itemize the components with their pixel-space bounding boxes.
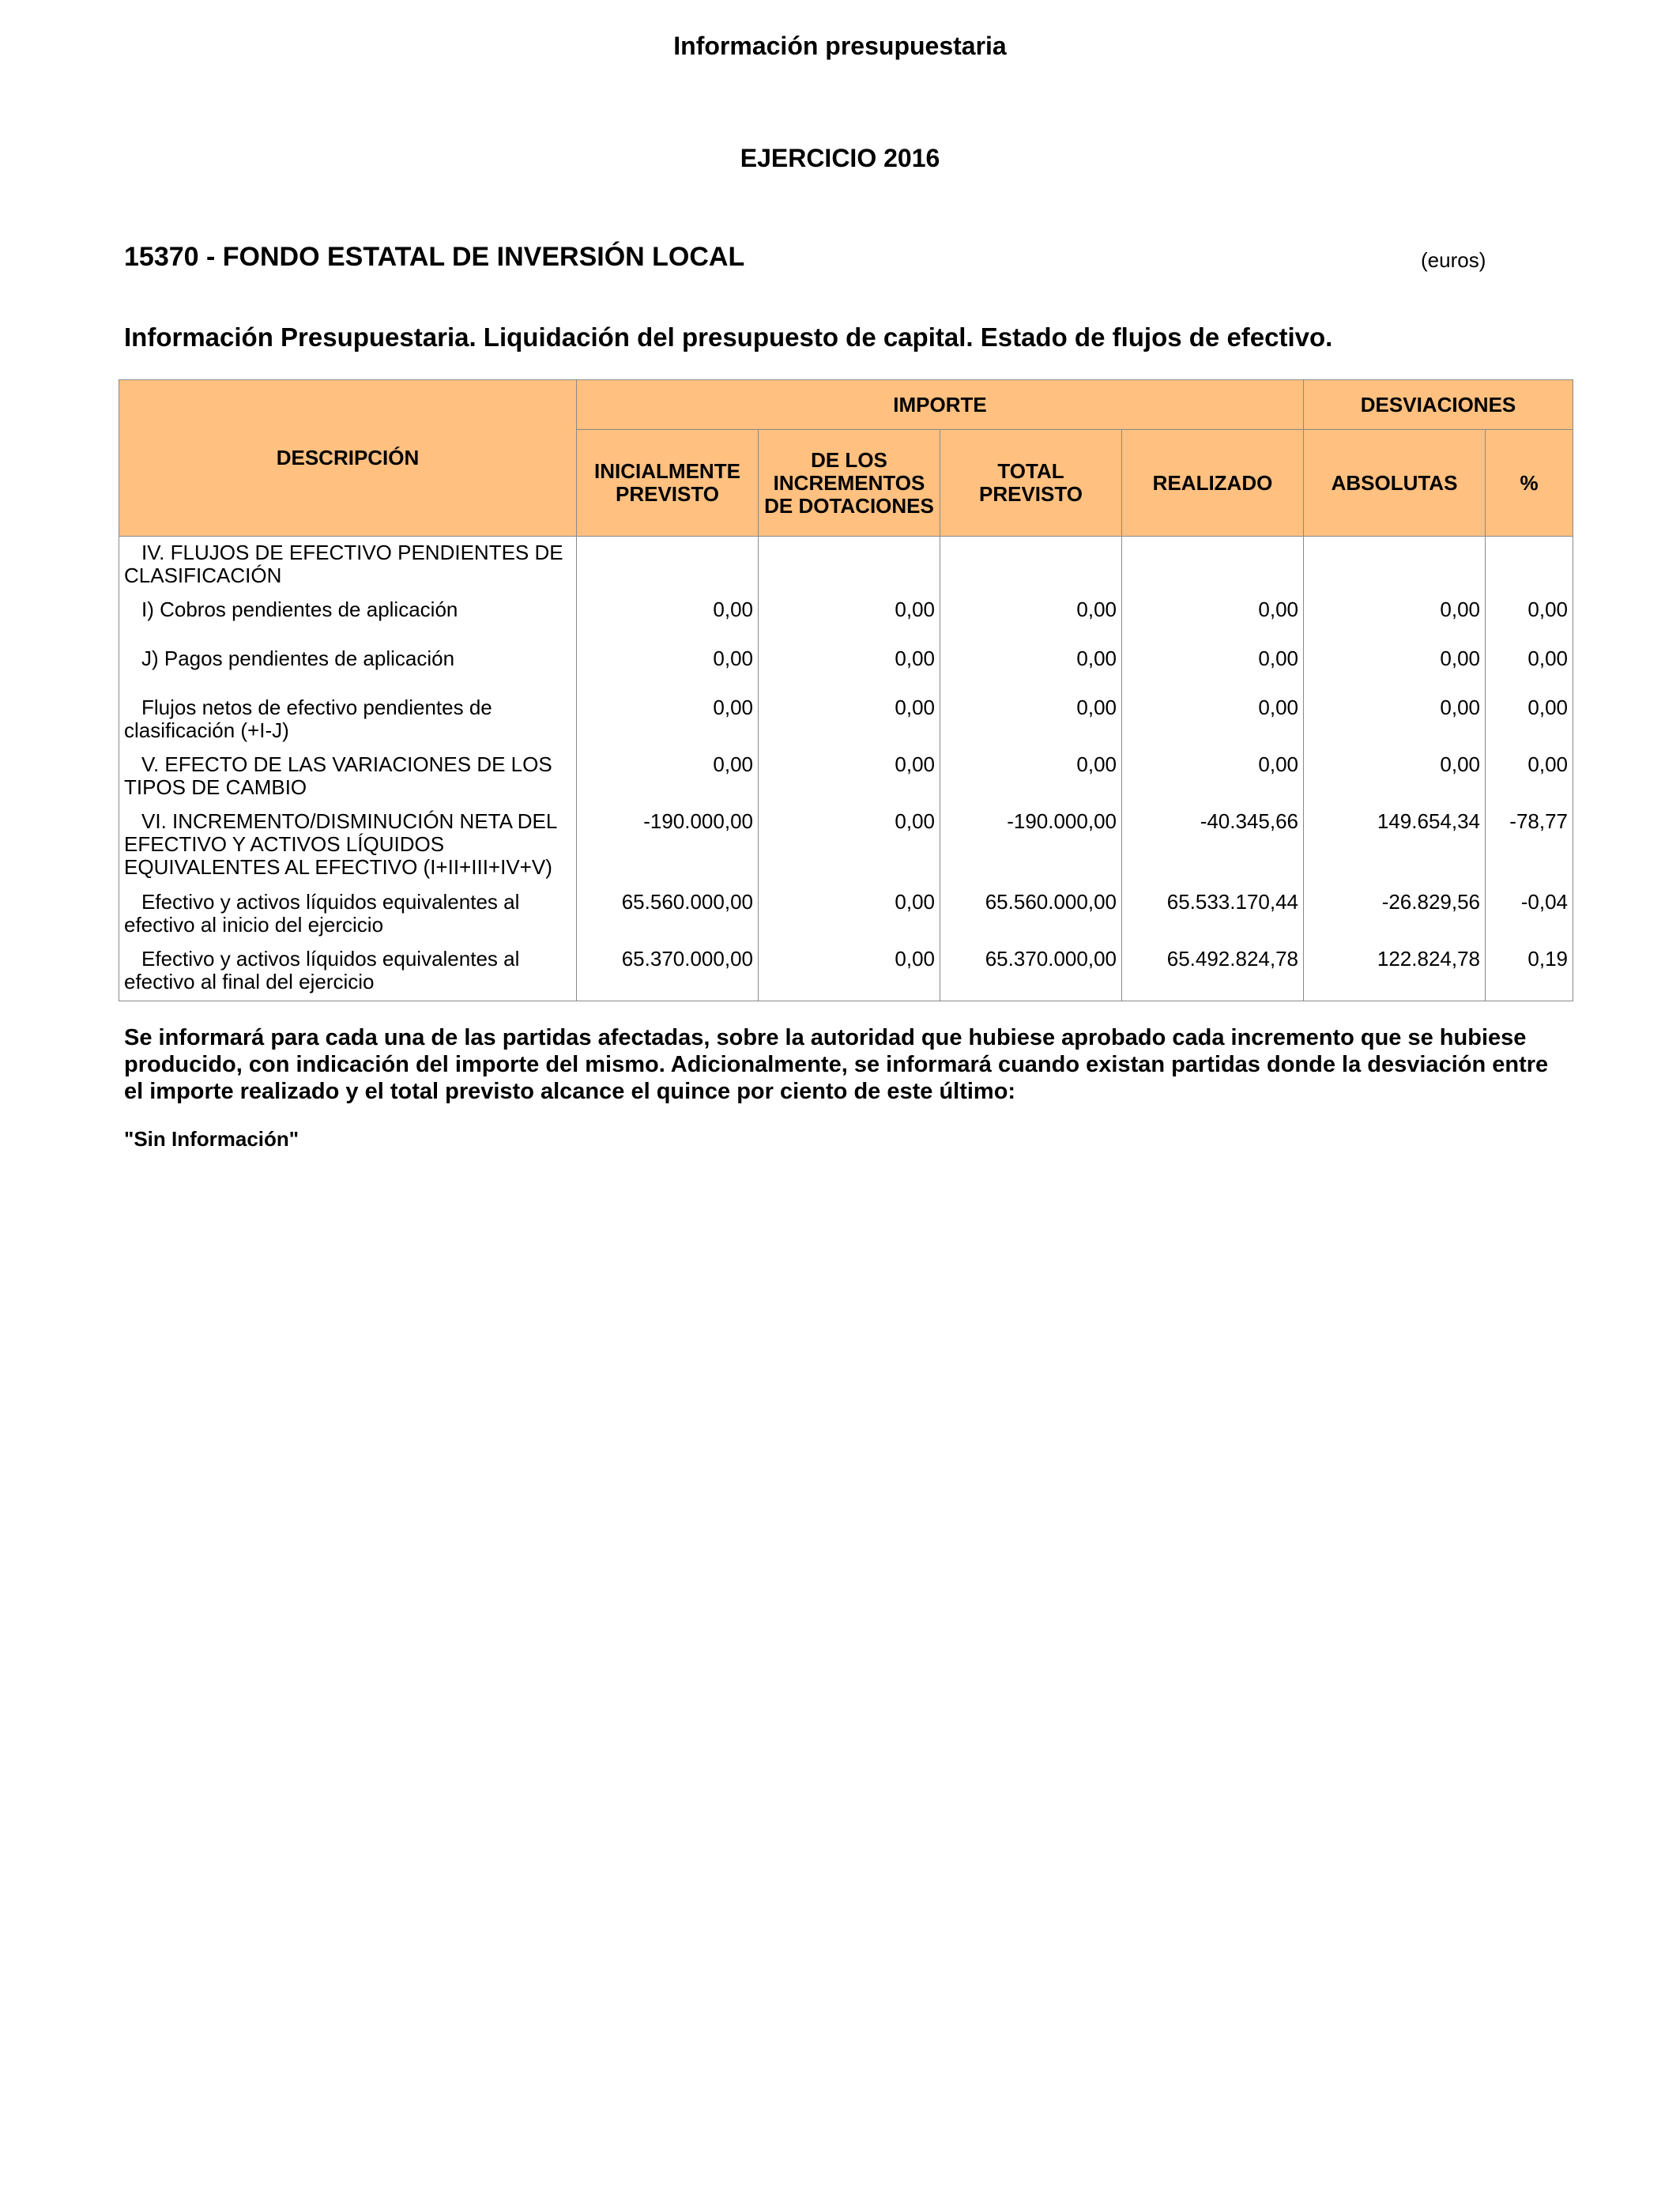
header-absolutas: ABSOLUTAS <box>1304 430 1486 537</box>
cell-incrementos: 0,00 <box>759 692 940 748</box>
cell-total-previsto: 0,00 <box>940 594 1122 643</box>
header-incrementos-dotaciones: DE LOS INCREMENTOS DE DOTACIONES <box>759 430 940 537</box>
cell-realizado <box>1122 537 1304 594</box>
cell-inicialmente-previsto: 0,00 <box>577 748 759 805</box>
header-desviaciones: DESVIACIONES <box>1304 380 1573 430</box>
cell-realizado: 0,00 <box>1122 643 1304 692</box>
cell-absolutas: -26.829,56 <box>1304 886 1486 943</box>
cell-incrementos: 0,00 <box>759 943 940 1001</box>
cell-total-previsto <box>940 537 1122 594</box>
table-row <box>119 943 1573 1001</box>
fiscal-year-heading: EJERCICIO 2016 <box>740 144 940 172</box>
cell-total-previsto: 0,00 <box>940 692 1122 748</box>
row-label: V. EFECTO DE LAS VARIACIONES DE LOS TIPOS DE CAMBIO <box>119 748 577 805</box>
cell-realizado: 0,00 <box>1122 692 1304 748</box>
table-row <box>119 692 1573 748</box>
section-title: Información Presupuestaria. Liquidación del presupuesto de capital. Estado de flujos de efectivo. <box>124 322 1333 352</box>
cell-absolutas: 0,00 <box>1304 643 1486 692</box>
cell-total-previsto: 0,00 <box>940 748 1122 805</box>
header-realizado: REALIZADO <box>1122 430 1304 537</box>
row-label: Flujos netos de efectivo pendientes de clasificación (+I-J) <box>119 692 577 748</box>
cell-inicialmente-previsto: 0,00 <box>577 643 759 692</box>
cell-incrementos: 0,00 <box>759 805 940 886</box>
table-row <box>119 805 1573 886</box>
table-row <box>119 748 1573 805</box>
table-row <box>119 594 1573 643</box>
currency-units: (euros) <box>1421 248 1486 272</box>
cell-incrementos: 0,00 <box>759 748 940 805</box>
row-label: I) Cobros pendientes de aplicación <box>119 594 577 643</box>
cell-total-previsto: 65.560.000,00 <box>940 886 1122 943</box>
header-total-previsto: TOTAL PREVISTO <box>940 430 1122 537</box>
cell-percent: -0,04 <box>1486 886 1573 943</box>
cell-incrementos <box>759 537 940 594</box>
header-descripcion: DESCRIPCIÓN <box>119 380 577 537</box>
cell-total-previsto: 0,00 <box>940 643 1122 692</box>
cell-total-previsto: 65.370.000,00 <box>940 943 1122 1001</box>
cell-percent: 0,00 <box>1486 594 1573 643</box>
no-information-text: "Sin Información" <box>124 1127 299 1151</box>
cell-percent <box>1486 537 1573 594</box>
row-label: VI. INCREMENTO/DISMINUCIÓN NETA DEL EFECTIVO Y ACTIVOS LÍQUIDOS EQUIVALENTES AL EFECTIVO (I+II+III+IV+V) <box>119 805 577 886</box>
row-label: J) Pagos pendientes de aplicación <box>119 643 577 692</box>
cell-inicialmente-previsto: 65.560.000,00 <box>577 886 759 943</box>
table-row <box>119 643 1573 692</box>
cell-inicialmente-previsto: 0,00 <box>577 692 759 748</box>
cell-incrementos: 0,00 <box>759 594 940 643</box>
cell-total-previsto: -190.000,00 <box>940 805 1122 886</box>
table-row <box>119 886 1573 943</box>
cell-realizado: 65.492.824,78 <box>1122 943 1304 1001</box>
cell-realizado: 65.533.170,44 <box>1122 886 1304 943</box>
header-importe: IMPORTE <box>577 380 1304 430</box>
cell-absolutas: 0,00 <box>1304 594 1486 643</box>
cell-realizado: 0,00 <box>1122 748 1304 805</box>
table-row <box>119 537 1573 594</box>
cell-absolutas <box>1304 537 1486 594</box>
row-label: IV. FLUJOS DE EFECTIVO PENDIENTES DE CLASIFICACIÓN <box>119 537 577 594</box>
cell-inicialmente-previsto: -190.000,00 <box>577 805 759 886</box>
cell-inicialmente-previsto <box>577 537 759 594</box>
cell-realizado: 0,00 <box>1122 594 1304 643</box>
row-label: Efectivo y activos líquidos equivalentes al efectivo al final del ejercicio <box>119 943 577 1001</box>
cell-inicialmente-previsto: 0,00 <box>577 594 759 643</box>
cell-absolutas: 0,00 <box>1304 692 1486 748</box>
cell-absolutas: 149.654,34 <box>1304 805 1486 886</box>
page-title: Información presupuestaria <box>673 32 1007 60</box>
header-percent: % <box>1486 430 1573 537</box>
cell-realizado: -40.345,66 <box>1122 805 1304 886</box>
cell-absolutas: 0,00 <box>1304 748 1486 805</box>
cell-percent: 0,00 <box>1486 692 1573 748</box>
footnote-text: Se informará para cada una de las partidas afectadas, sobre la autoridad que hubiese aprobado cada incremento que se hubiese producido, con indicación del importe del mismo. Adicionalmente, se informará cuando existan partidas donde la desviación entre el importe realizado y el total previsto alcance el quince por ciento de este último: <box>124 1025 1549 1104</box>
cell-incrementos: 0,00 <box>759 643 940 692</box>
cell-incrementos: 0,00 <box>759 886 940 943</box>
cell-inicialmente-previsto: 65.370.000,00 <box>577 943 759 1001</box>
cell-percent: 0,00 <box>1486 643 1573 692</box>
cell-absolutas: 122.824,78 <box>1304 943 1486 1001</box>
organization-title: 15370 - FONDO ESTATAL DE INVERSIÓN LOCAL <box>124 242 745 272</box>
header-inicialmente-previsto: INICIALMENTE PREVISTO <box>577 430 759 537</box>
row-label: Efectivo y activos líquidos equivalentes al efectivo al inicio del ejercicio <box>119 886 577 943</box>
cell-percent: 0,00 <box>1486 748 1573 805</box>
cell-percent: -78,77 <box>1486 805 1573 886</box>
cash-flow-table <box>119 379 1573 1001</box>
cell-percent: 0,19 <box>1486 943 1573 1001</box>
